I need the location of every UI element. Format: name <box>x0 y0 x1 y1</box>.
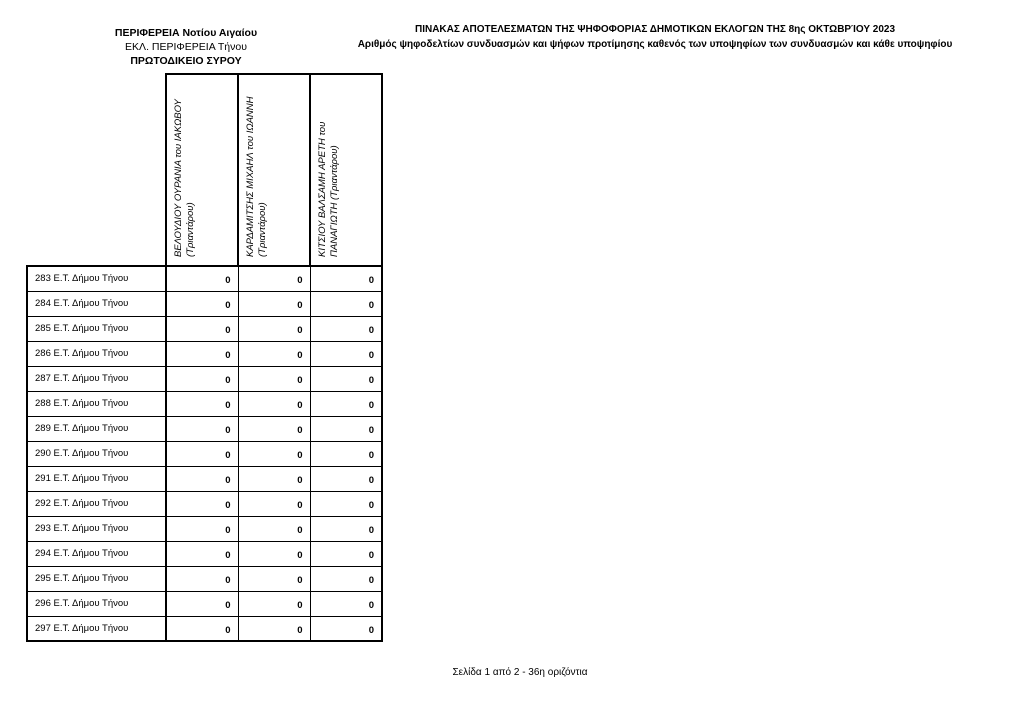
vote-count: 0 <box>238 391 310 416</box>
header-right <box>300 22 1010 52</box>
document-title: ΠΙΝΑΚΑΣ ΑΠΟΤΕΛΕΣΜΑΤΩΝ ΤΗΣ ΨΗΦΟΦΟΡΙΑΣ ΔΗΜΟΤΙΚΩΝ ΕΚΛΟΓΩΝ ΤΗΣ 8ης ΟΚΤΩΒΡΊΟΥ 2023 <box>414 24 896 35</box>
vote-count: 0 <box>310 291 382 316</box>
vote-count: 0 <box>238 291 310 316</box>
candidate-header <box>310 74 382 266</box>
vote-count: 0 <box>310 441 382 466</box>
vote-count: 0 <box>310 341 382 366</box>
vote-count: 0 <box>310 391 382 416</box>
station-label: 292 Ε.Τ. Δήμου Τήνου <box>27 491 166 516</box>
vote-count: 0 <box>310 466 382 491</box>
vote-count: 0 <box>238 366 310 391</box>
table-row <box>27 391 382 416</box>
electoral-region: ΕΚΛ. ΠΕΡΙΦΕΡΕΙΑ Τήνου <box>125 41 247 53</box>
vote-count: 0 <box>238 466 310 491</box>
vote-count: 0 <box>166 591 238 616</box>
table-row <box>27 316 382 341</box>
station-label: 284 Ε.Τ. Δήμου Τήνου <box>27 291 166 316</box>
vote-count: 0 <box>238 516 310 541</box>
vote-count: 0 <box>166 441 238 466</box>
station-label: 289 Ε.Τ. Δήμου Τήνου <box>27 416 166 441</box>
vote-count: 0 <box>310 541 382 566</box>
vote-count: 0 <box>166 416 238 441</box>
vote-count: 0 <box>238 491 310 516</box>
vote-count: 0 <box>310 366 382 391</box>
table-row <box>27 591 382 616</box>
vote-count: 0 <box>166 566 238 591</box>
table-row <box>27 366 382 391</box>
vote-count: 0 <box>238 566 310 591</box>
vote-count: 0 <box>238 541 310 566</box>
station-label: 285 Ε.Τ. Δήμου Τήνου <box>27 316 166 341</box>
station-label: 288 Ε.Τ. Δήμου Τήνου <box>27 391 166 416</box>
corner-cell <box>27 74 166 266</box>
document-subtitle: Αριθμός ψηφοδελτίων συνδυασμών και ψήφων προτίμησης καθενός των υποψηφίων των συνδυασμών και κάθε υποψηφίου <box>357 39 953 50</box>
table-row <box>27 541 382 566</box>
station-label: 287 Ε.Τ. Δήμου Τήνου <box>27 366 166 391</box>
vote-count: 0 <box>310 416 382 441</box>
candidate-header-row <box>27 74 382 266</box>
vote-count: 0 <box>166 366 238 391</box>
candidate-header <box>238 74 310 266</box>
vote-count: 0 <box>238 441 310 466</box>
table-row <box>27 416 382 441</box>
vote-count: 0 <box>310 591 382 616</box>
vote-count: 0 <box>166 266 238 291</box>
table-row <box>27 566 382 591</box>
page-footer: Σελίδα 1 από 2 - 36η οριζόντια <box>452 667 588 678</box>
vote-count: 0 <box>238 341 310 366</box>
station-label: 291 Ε.Τ. Δήμου Τήνου <box>27 466 166 491</box>
vote-count: 0 <box>166 516 238 541</box>
vote-count: 0 <box>310 316 382 341</box>
station-label: 290 Ε.Τ. Δήμου Τήνου <box>27 441 166 466</box>
vote-count: 0 <box>238 591 310 616</box>
table-row <box>27 441 382 466</box>
candidate-name: ΚΑΡΔΑΜΙΤΣΗΣ ΜΙΧΑΗΛ του ΙΩΑΝΝΗ (Τριαντάρου) <box>245 96 268 257</box>
vote-count: 0 <box>238 416 310 441</box>
vote-count: 0 <box>166 466 238 491</box>
table-row <box>27 291 382 316</box>
table-row <box>27 491 382 516</box>
vote-count: 0 <box>238 616 310 641</box>
vote-count: 0 <box>166 316 238 341</box>
header-left <box>96 26 276 68</box>
table-row <box>27 341 382 366</box>
candidate-name: ΚΙΤΣΙΟΥ ΒΑΛΣΑΜΗ ΑΡΕΤΗ του ΠΑΝΑΓΙΩΤΗ (Τριαντάρου) <box>317 121 340 257</box>
court-title: ΠΡΩΤΟΔΙΚΕΙΟ ΣΥΡΟΥ <box>130 55 242 67</box>
results-body <box>27 266 382 641</box>
vote-count: 0 <box>238 316 310 341</box>
vote-count: 0 <box>310 566 382 591</box>
vote-count: 0 <box>310 516 382 541</box>
vote-count: 0 <box>166 291 238 316</box>
vote-count: 0 <box>166 491 238 516</box>
table-row <box>27 266 382 291</box>
vote-count: 0 <box>166 341 238 366</box>
station-label: 297 Ε.Τ. Δήμου Τήνου <box>27 616 166 641</box>
vote-count: 0 <box>166 541 238 566</box>
station-label: 293 Ε.Τ. Δήμου Τήνου <box>27 516 166 541</box>
vote-count: 0 <box>310 266 382 291</box>
station-label: 286 Ε.Τ. Δήμου Τήνου <box>27 341 166 366</box>
vote-count: 0 <box>310 616 382 641</box>
table-row <box>27 616 382 641</box>
vote-count: 0 <box>166 616 238 641</box>
region-title: ΠΕΡΙΦΕΡΕΙΑ Νοτίου Αιγαίου <box>114 27 258 39</box>
results-table <box>26 73 383 642</box>
vote-count: 0 <box>238 266 310 291</box>
station-label: 283 Ε.Τ. Δήμου Τήνου <box>27 266 166 291</box>
vote-count: 0 <box>310 491 382 516</box>
table-row <box>27 516 382 541</box>
station-label: 294 Ε.Τ. Δήμου Τήνου <box>27 541 166 566</box>
table-row <box>27 466 382 491</box>
station-label: 295 Ε.Τ. Δήμου Τήνου <box>27 566 166 591</box>
station-label: 296 Ε.Τ. Δήμου Τήνου <box>27 591 166 616</box>
candidate-header <box>166 74 238 266</box>
candidate-name: ΒΕΛΟΥΔΙΟΥ ΟΥΡΑΝΙΑ του ΙΑΚΩΒΟΥ (Τριαντάρου) <box>173 99 196 257</box>
vote-count: 0 <box>166 391 238 416</box>
